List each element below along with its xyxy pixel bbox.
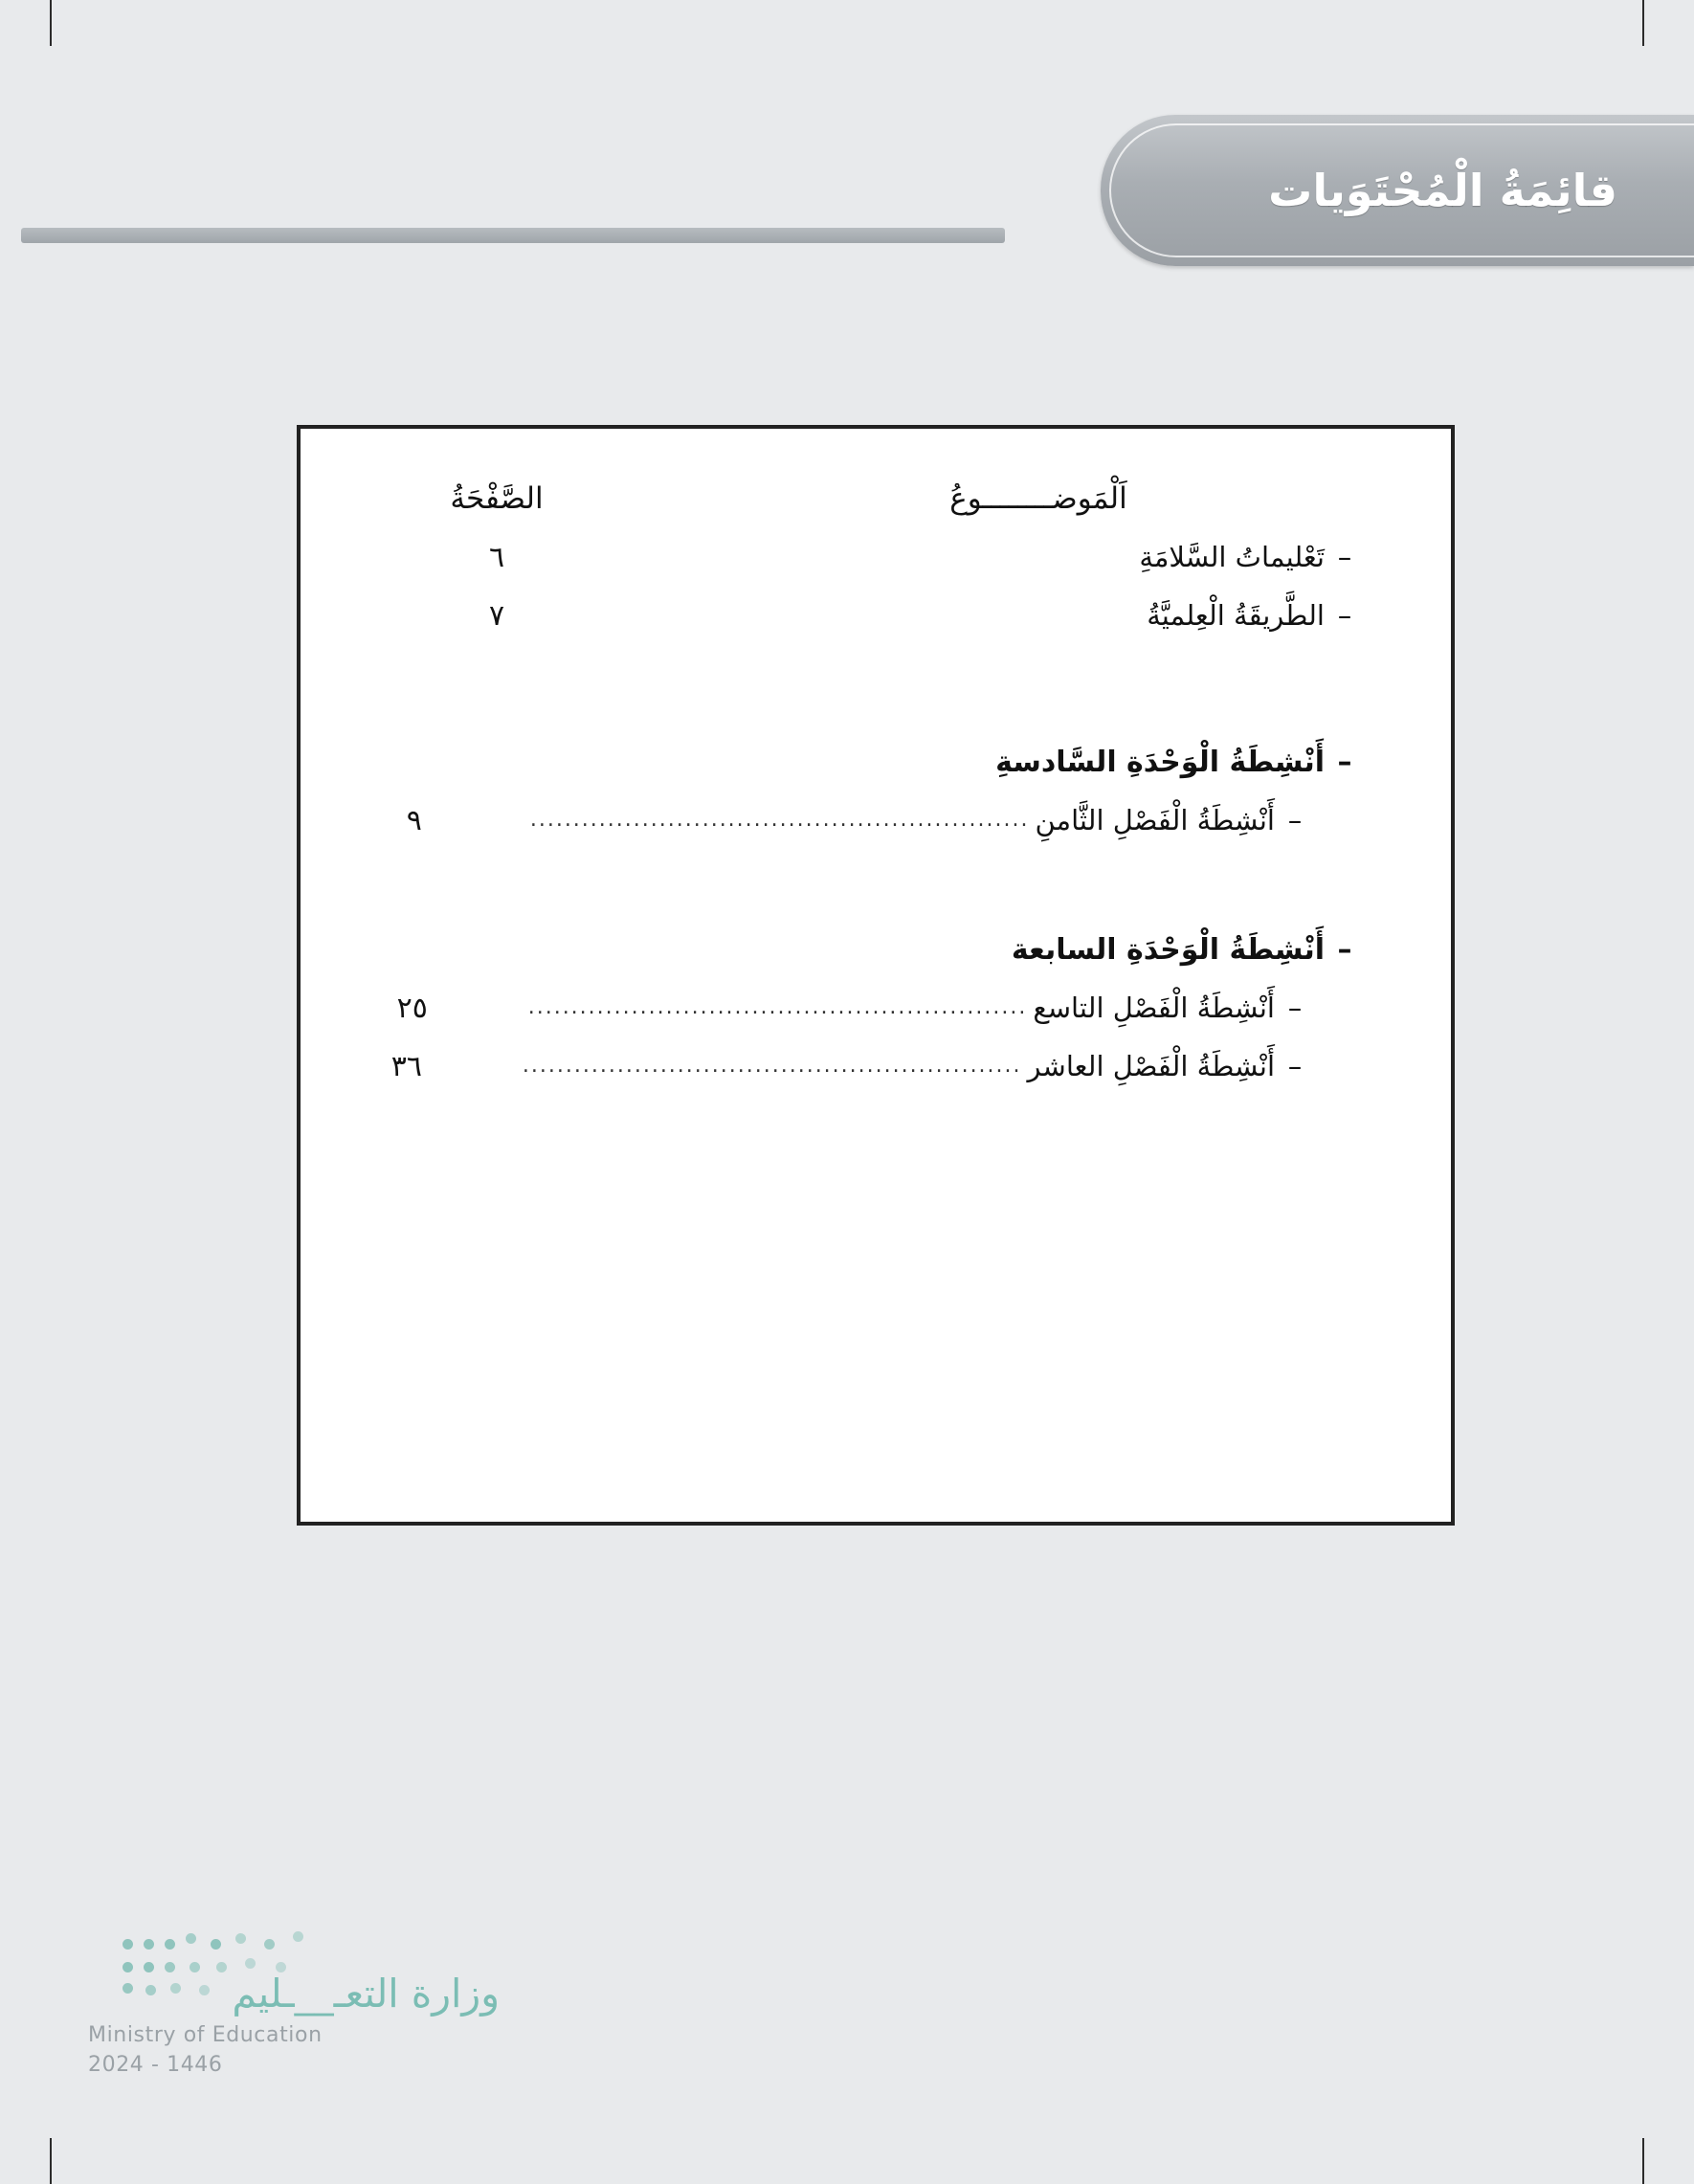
entry-label: أَنْشِطَةُ الْفَصْلِ العاشر xyxy=(1027,1050,1275,1082)
section-spacer xyxy=(387,633,1365,721)
ministry-footer xyxy=(88,1972,500,2077)
ministry-name-arabic: وزارة التعـ__ـليم xyxy=(232,1970,500,2017)
crop-mark-top-left xyxy=(50,0,52,46)
header-rail xyxy=(21,228,1005,243)
ministry-name-english: Ministry of Education xyxy=(88,2023,323,2047)
page-title: قائِمَةُ الْمُحْتَوَيات xyxy=(1268,165,1617,216)
toc-frame xyxy=(297,425,1455,1526)
entry-page-number: ٧ xyxy=(488,599,505,633)
entry-label: الطَّريقَةُ الْعِلميَّةُ xyxy=(1147,599,1325,632)
toc-entry-scientific-method[interactable] xyxy=(387,599,1365,633)
entry-leader-dots: .......................................................... xyxy=(522,1054,1022,1078)
entry-label: أَنْشِطَةُ الْوَحْدَةِ السَّادسةِ xyxy=(995,746,1325,779)
toc-entry-safety[interactable] xyxy=(387,541,1365,574)
entry-label: أَنْشِطَةُ الْفَصْلِ الثَّامنِ xyxy=(1035,804,1275,836)
toc-section-unit-seven[interactable] xyxy=(387,933,1365,967)
ministry-year: 2024 - 1446 xyxy=(88,2053,223,2077)
column-header-page: الصَّفْحَةُ xyxy=(450,481,544,516)
entry-page-number: ٩ xyxy=(406,804,422,837)
entry-label: أَنْشِطَةُ الْفَصْلِ التاسع xyxy=(1033,992,1275,1024)
entry-dash: – xyxy=(1337,746,1352,779)
toc-entry-chapter-eight[interactable] xyxy=(387,804,1365,837)
entry-dash: – xyxy=(1287,992,1303,1024)
entry-page-number: ٢٥ xyxy=(396,992,428,1025)
entry-label: تَعْليماتُ السَّلامَةِ xyxy=(1139,541,1325,573)
entry-leader-dots: .......................................................... xyxy=(529,808,1030,832)
toc-entry-chapter-nine[interactable] xyxy=(387,992,1365,1025)
entry-label: أَنْشِطَةُ الْوَحْدَةِ السابعة xyxy=(1011,933,1325,967)
column-header-subject: اَلْمَوضــــــــوعُ xyxy=(949,481,1127,516)
entry-page-number: ٦ xyxy=(488,541,505,574)
entry-dash: – xyxy=(1287,1050,1303,1082)
entry-page-number: ٣٦ xyxy=(390,1050,423,1083)
crop-mark-top-right xyxy=(1642,0,1644,46)
crop-mark-bottom-right xyxy=(1642,2138,1644,2184)
section-spacer xyxy=(387,837,1365,908)
crop-mark-bottom-left xyxy=(50,2138,52,2184)
toc-content xyxy=(301,429,1451,1522)
entry-dash: – xyxy=(1337,599,1352,632)
entry-leader-dots: .......................................................... xyxy=(527,995,1028,1019)
entry-dash: – xyxy=(1337,541,1352,573)
header-tab xyxy=(1101,115,1694,266)
toc-column-headers xyxy=(387,481,1365,516)
entry-dash: – xyxy=(1287,804,1303,836)
entry-dash: – xyxy=(1337,933,1352,967)
page-header xyxy=(0,153,1694,287)
toc-section-unit-six[interactable] xyxy=(387,746,1365,779)
toc-entry-chapter-ten[interactable] xyxy=(387,1050,1365,1083)
